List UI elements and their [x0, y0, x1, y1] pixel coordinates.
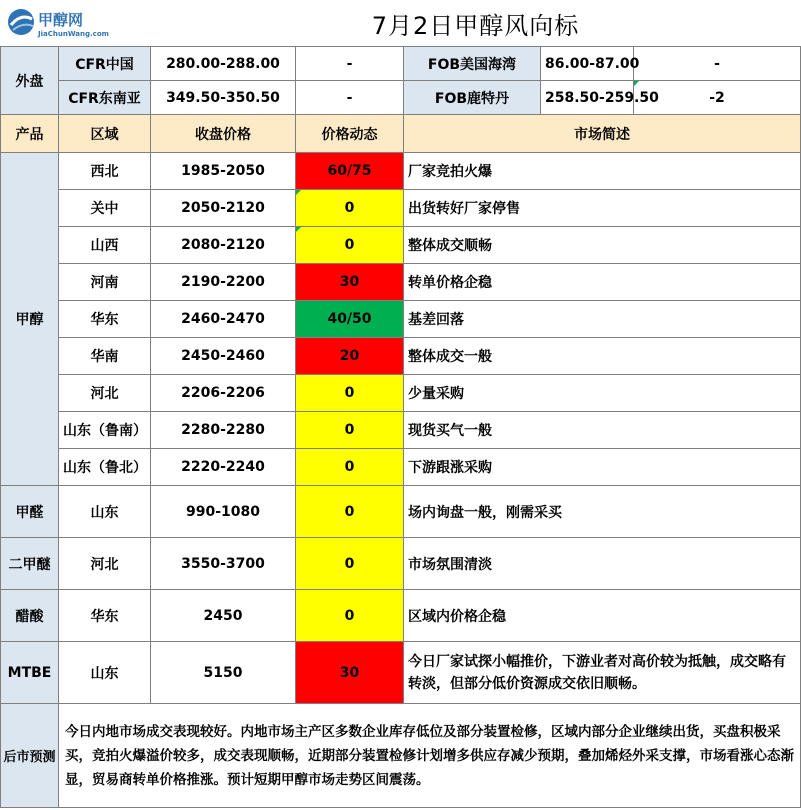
- comment-cell: 市场氛围清淡: [404, 538, 801, 590]
- logo-en-text: JiaChunWang.com: [37, 30, 109, 38]
- region-cell: 山东（鲁南）: [59, 412, 151, 449]
- price-cell: 2450: [151, 590, 296, 642]
- comment-cell: 转单价格企稳: [404, 264, 801, 301]
- table-row: [1, 190, 801, 227]
- region-cell: 河南: [59, 264, 151, 301]
- table-row: [1, 538, 801, 590]
- col-close-price: 收盘价格: [151, 115, 296, 153]
- price-cell: 2050-2120: [151, 190, 296, 227]
- jiachunwang-logo-icon: [5, 5, 115, 41]
- external-name: FOB鹿特丹: [404, 81, 541, 115]
- external-price: 258.50-259.50: [541, 81, 634, 115]
- region-cell: 西北: [59, 153, 151, 190]
- change-cell: 0: [296, 227, 404, 264]
- price-cell: 5150: [151, 642, 296, 704]
- external-price: 349.50-350.50: [151, 81, 296, 115]
- price-cell: 2190-2200: [151, 264, 296, 301]
- external-price: 86.00-87.00: [541, 47, 634, 81]
- forecast-text: 今日内地市场成交表现较好。内地市场主产区多数企业库存低位及部分装置检修，区域内部分企业继续出货，买盘积极采买，竞拍火爆溢价较多，成交表现顺畅，近期部分装置检修计划增多供应存减少预期，叠加烯烃外采支撑，市场看涨心态渐显，贸易商转单价格推涨。预计短期甲醇市场走势区间震荡。: [59, 704, 801, 808]
- comment-cell: 整体成交一般: [404, 338, 801, 375]
- price-cell: 3550-3700: [151, 538, 296, 590]
- table-row: [1, 412, 801, 449]
- region-cell: 华东: [59, 590, 151, 642]
- logo-cn-text: 甲醇网: [37, 11, 83, 29]
- change-cell: 0: [296, 412, 404, 449]
- change-cell: 20: [296, 338, 404, 375]
- comment-cell: 区域内价格企稳: [404, 590, 801, 642]
- comment-cell: 少量采购: [404, 375, 801, 412]
- forecast-label: 后市预测: [1, 704, 59, 808]
- change-cell: 60/75: [296, 153, 404, 190]
- product-label: 甲醛: [1, 486, 59, 538]
- external-name: FOB美国海湾: [404, 47, 541, 81]
- change-cell: 0: [296, 590, 404, 642]
- price-cell: 2220-2240: [151, 449, 296, 486]
- change-cell: 30: [296, 642, 404, 704]
- change-cell: 0: [296, 538, 404, 590]
- table-row: [1, 590, 801, 642]
- external-name: CFR中国: [59, 47, 151, 81]
- change-cell: 0: [296, 486, 404, 538]
- region-cell: 河北: [59, 538, 151, 590]
- comment-cell: 现货买气一般: [404, 412, 801, 449]
- price-cell: 2080-2120: [151, 227, 296, 264]
- region-cell: 河北: [59, 375, 151, 412]
- table-row: [1, 301, 801, 338]
- table-row: [1, 486, 801, 538]
- external-price: 280.00-288.00: [151, 47, 296, 81]
- col-product: 产品: [1, 115, 59, 153]
- region-cell: 华东: [59, 301, 151, 338]
- price-cell: 990-1080: [151, 486, 296, 538]
- comment-cell: 场内询盘一般，刚需采买: [404, 486, 801, 538]
- table-row: [1, 264, 801, 301]
- region-cell: 山东: [59, 642, 151, 704]
- external-change: -: [296, 81, 404, 115]
- comment-cell: 今日厂家试探小幅推价，下游业者对高价较为抵触，成交略有转淡，但部分低价资源成交依旧顺畅。: [404, 642, 801, 704]
- comment-cell: 整体成交顺畅: [404, 227, 801, 264]
- external-label: 外盘: [1, 47, 59, 115]
- region-cell: 山西: [59, 227, 151, 264]
- price-cell: 2450-2460: [151, 338, 296, 375]
- external-row-1: [1, 47, 801, 81]
- external-change: -: [634, 47, 801, 81]
- col-region: 区域: [59, 115, 151, 153]
- title-row: [1, 0, 801, 47]
- price-cell: 2206-2206: [151, 375, 296, 412]
- external-row-2: [1, 81, 801, 115]
- product-label: 二甲醚: [1, 538, 59, 590]
- region-cell: 华南: [59, 338, 151, 375]
- table-row: [1, 338, 801, 375]
- col-market-comment: 市场简述: [404, 115, 801, 153]
- comment-cell: 基差回落: [404, 301, 801, 338]
- price-cell: 1985-2050: [151, 153, 296, 190]
- table-row: [1, 449, 801, 486]
- product-label: 醋酸: [1, 590, 59, 642]
- change-cell: 0: [296, 449, 404, 486]
- comment-cell: 下游跟涨采购: [404, 449, 801, 486]
- table-row: [1, 227, 801, 264]
- page-title: 7月2日甲醇风向标: [151, 0, 801, 47]
- column-header-row: [1, 115, 801, 153]
- region-cell: 关中: [59, 190, 151, 227]
- price-cell: 2460-2470: [151, 301, 296, 338]
- external-change: -2: [634, 81, 801, 115]
- change-cell: 30: [296, 264, 404, 301]
- col-price-change: 价格动态: [296, 115, 404, 153]
- external-change: -: [296, 47, 404, 81]
- comment-cell: 出货转好厂家停售: [404, 190, 801, 227]
- table-row: [1, 375, 801, 412]
- region-cell: 山东（鲁北）: [59, 449, 151, 486]
- price-cell: 2280-2280: [151, 412, 296, 449]
- comment-cell: 厂家竞拍火爆: [404, 153, 801, 190]
- table-row: [1, 642, 801, 704]
- table-row: [1, 153, 801, 190]
- change-cell: 0: [296, 190, 404, 227]
- region-cell: 山东: [59, 486, 151, 538]
- change-cell: 40/50: [296, 301, 404, 338]
- forecast-row: [1, 704, 801, 808]
- product-label: MTBE: [1, 642, 59, 704]
- logo-cell: [1, 0, 151, 47]
- methanol-label: 甲醇: [1, 153, 59, 486]
- external-name: CFR东南亚: [59, 81, 151, 115]
- change-cell: 0: [296, 375, 404, 412]
